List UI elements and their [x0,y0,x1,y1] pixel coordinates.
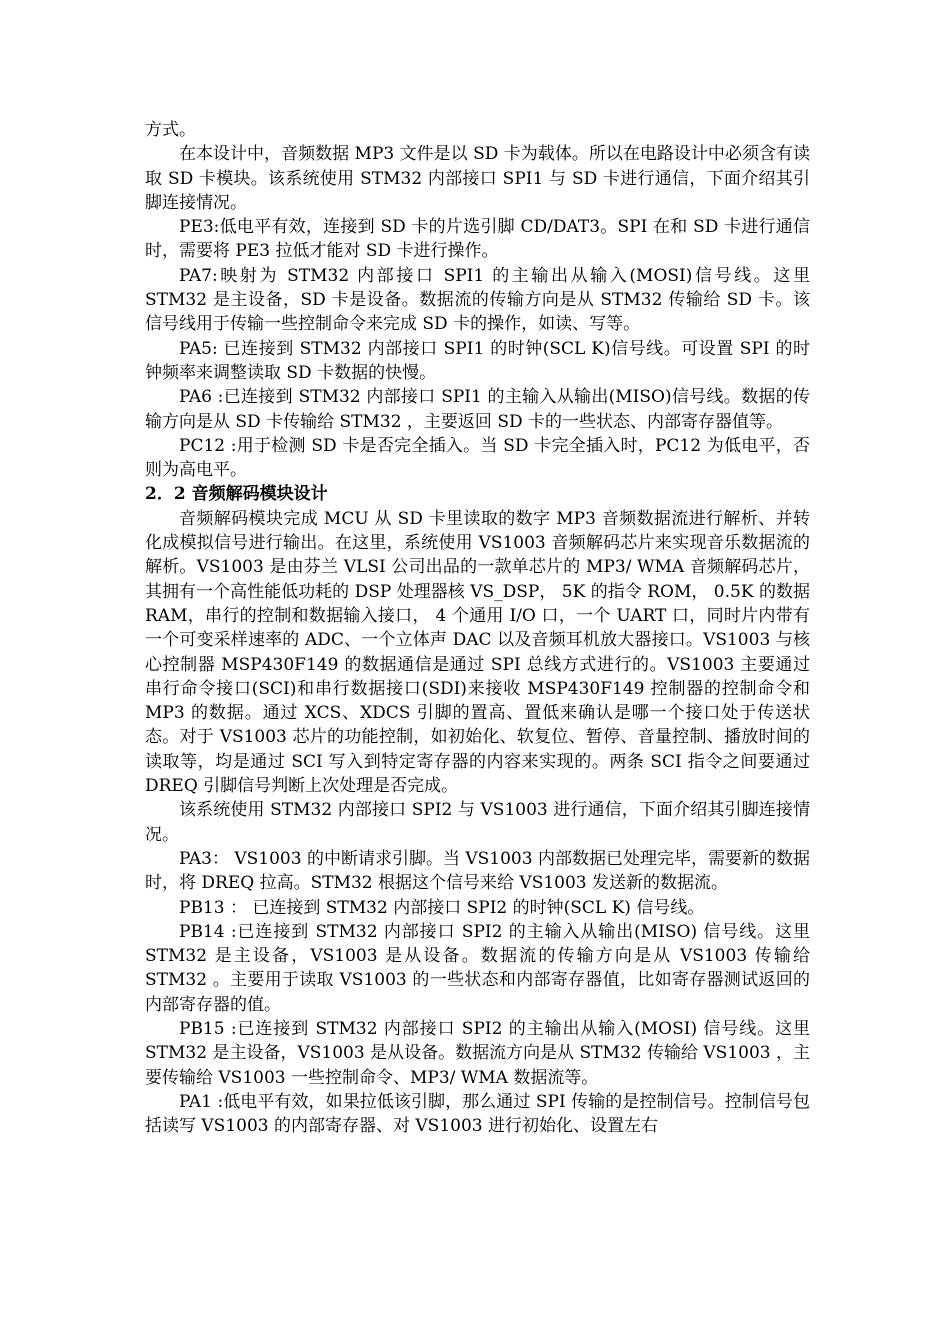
paragraph-pa3: PA3： VS1003 的中断请求引脚。当 VS1003 内部数据已处理完毕，需要新的数据时，将 DREQ 拉高。STM32 根据这个信号来给 VS1003 发送新的数据流。 [145,848,810,894]
paragraph-pe3: PE3:低电平有效，连接到 SD 卡的片选引脚 CD/DAT3。SPI 在和 SD 卡进行通信时，需要将 PE3 拉低才能对 SD 卡进行操作。 [145,217,810,262]
paragraph-pa7: PA7:映射为 STM32 内部接口 SPI1 的主输出从输入(MOSI)信号线。这里 STM32 是主设备，SD 卡是设备。数据流的传输方向是从 STM32 传输给 SD 卡。该信号线用于传输一些控制命令来完成 SD 卡的操作，如读、写等。 [145,265,810,335]
paragraph-sd-intro: 在本设计中，音频数据 MP3 文件是以 SD 卡为载体。所以在电路设计中必须含有读取 SD 卡模块。该系统使用 STM32 内部接口 SPI1 与 SD 卡进行通信，下面介绍其引脚连接情况。 [145,144,810,213]
document-body [145,118,810,1138]
paragraph-pa5: PA5: 已连接到 STM32 内部接口 SPI1 的时钟(SCL K)信号线。可设置 SPI 的时钟频率来调整读取 SD 卡数据的快慢。 [145,338,810,383]
paragraph-decoder-intro: 音频解码模块完成 MCU 从 SD 卡里读取的数字 MP3 音频数据流进行解析、并转化成模拟信号进行输出。在这里，系统使用 VS1003 音频解码芯片来实现音乐数据流的解析。VS1003 是由芬兰 VLSI 公司出品的一款单芯片的 MP3/ WMA 音频解码芯片，其拥有一个高性能低功耗的 DSP 处理器核 VS_DSP， 5K 的指令 ROM， 0.5K 的数据 RAM，串行的控制和数据输入接口， 4 个通用 I/O 口，一个 UART 口，同时片内带有一个可变采样速率的 ADC、一个立体声 DAC 以及音频耳机放大器接口。VS1003 与核心控制器 MSP430F149 的数据通信是通过 SPI 总线方式进行的。VS1003 主要通过串行命令接口(SCI)和串行数据接口(SDI)来接收 MSP430F149 控制器的控制命令和 MP3 的数据。通过 XCS、XDCS 引脚的置高、置低来确认是哪一个接口处于传送状态。对于 VS1003 芯片的功能控制，如初始化、软复位、暂停、音量控制、播放时间的读取等，均是通过 SCI 写入到特定寄存器的内容来实现的。两条 SCI 指令之间要通过 DREQ 引脚信号判断上次处理是否完成。 [145,508,810,797]
paragraph-pa6: PA6 :已连接到 STM32 内部接口 SPI1 的主输入从输出(MISO)信号线。数据的传输方向是从 SD 卡传输给 STM32 ，主要返回 SD 卡的一些状态、内部寄存器值等。 [145,387,810,432]
paragraph-spi2-intro: 该系统使用 STM32 内部接口 SPI2 与 VS1003 进行通信，下面介绍其引脚连接情况。 [145,800,810,845]
paragraph-pb15: PB15 :已连接到 STM32 内部接口 SPI2 的主输出从输入(MOSI) 信号线。这里 STM32 是主设备，VS1003 是从设备。数据流方向是从 STM32 传输给 VS1003 ，主要传输给 VS1003 一些控制命令、MP3/ WMA 数据流等。 [145,1018,810,1088]
paragraph-pc12: PC12 :用于检测 SD 卡是否完全插入。当 SD 卡完全插入时，PC12 为低电平，否则为高电平。 [145,435,810,481]
paragraph-continuation: 方式。 [145,120,196,140]
paragraph-pb13: PB13 ： 已连接到 STM32 内部接口 SPI2 的时钟(SCL K) 信号线。 [179,897,705,918]
section-heading: 2．2 音频解码模块设计 [145,484,328,505]
paragraph-pa1: PA1 :低电平有效，如果拉低该引脚，那么通过 SPI 传输的是控制信号。控制信号包括读写 VS1003 的内部寄存器、对 VS1003 进行初始化、设置左右 [145,1091,810,1137]
paragraph-pb14: PB14 :已连接到 STM32 内部接口 SPI2 的主输入从输出(MISO) 信号线。这里 STM32 是主设备，VS1003 是从设备。数据流的传输方向是从 VS1003 传输给 STM32 。主要用于读取 VS1003 的一些状态和内部寄存器值，比如寄存器测试返回的内部寄存器的值。 [145,921,810,1015]
